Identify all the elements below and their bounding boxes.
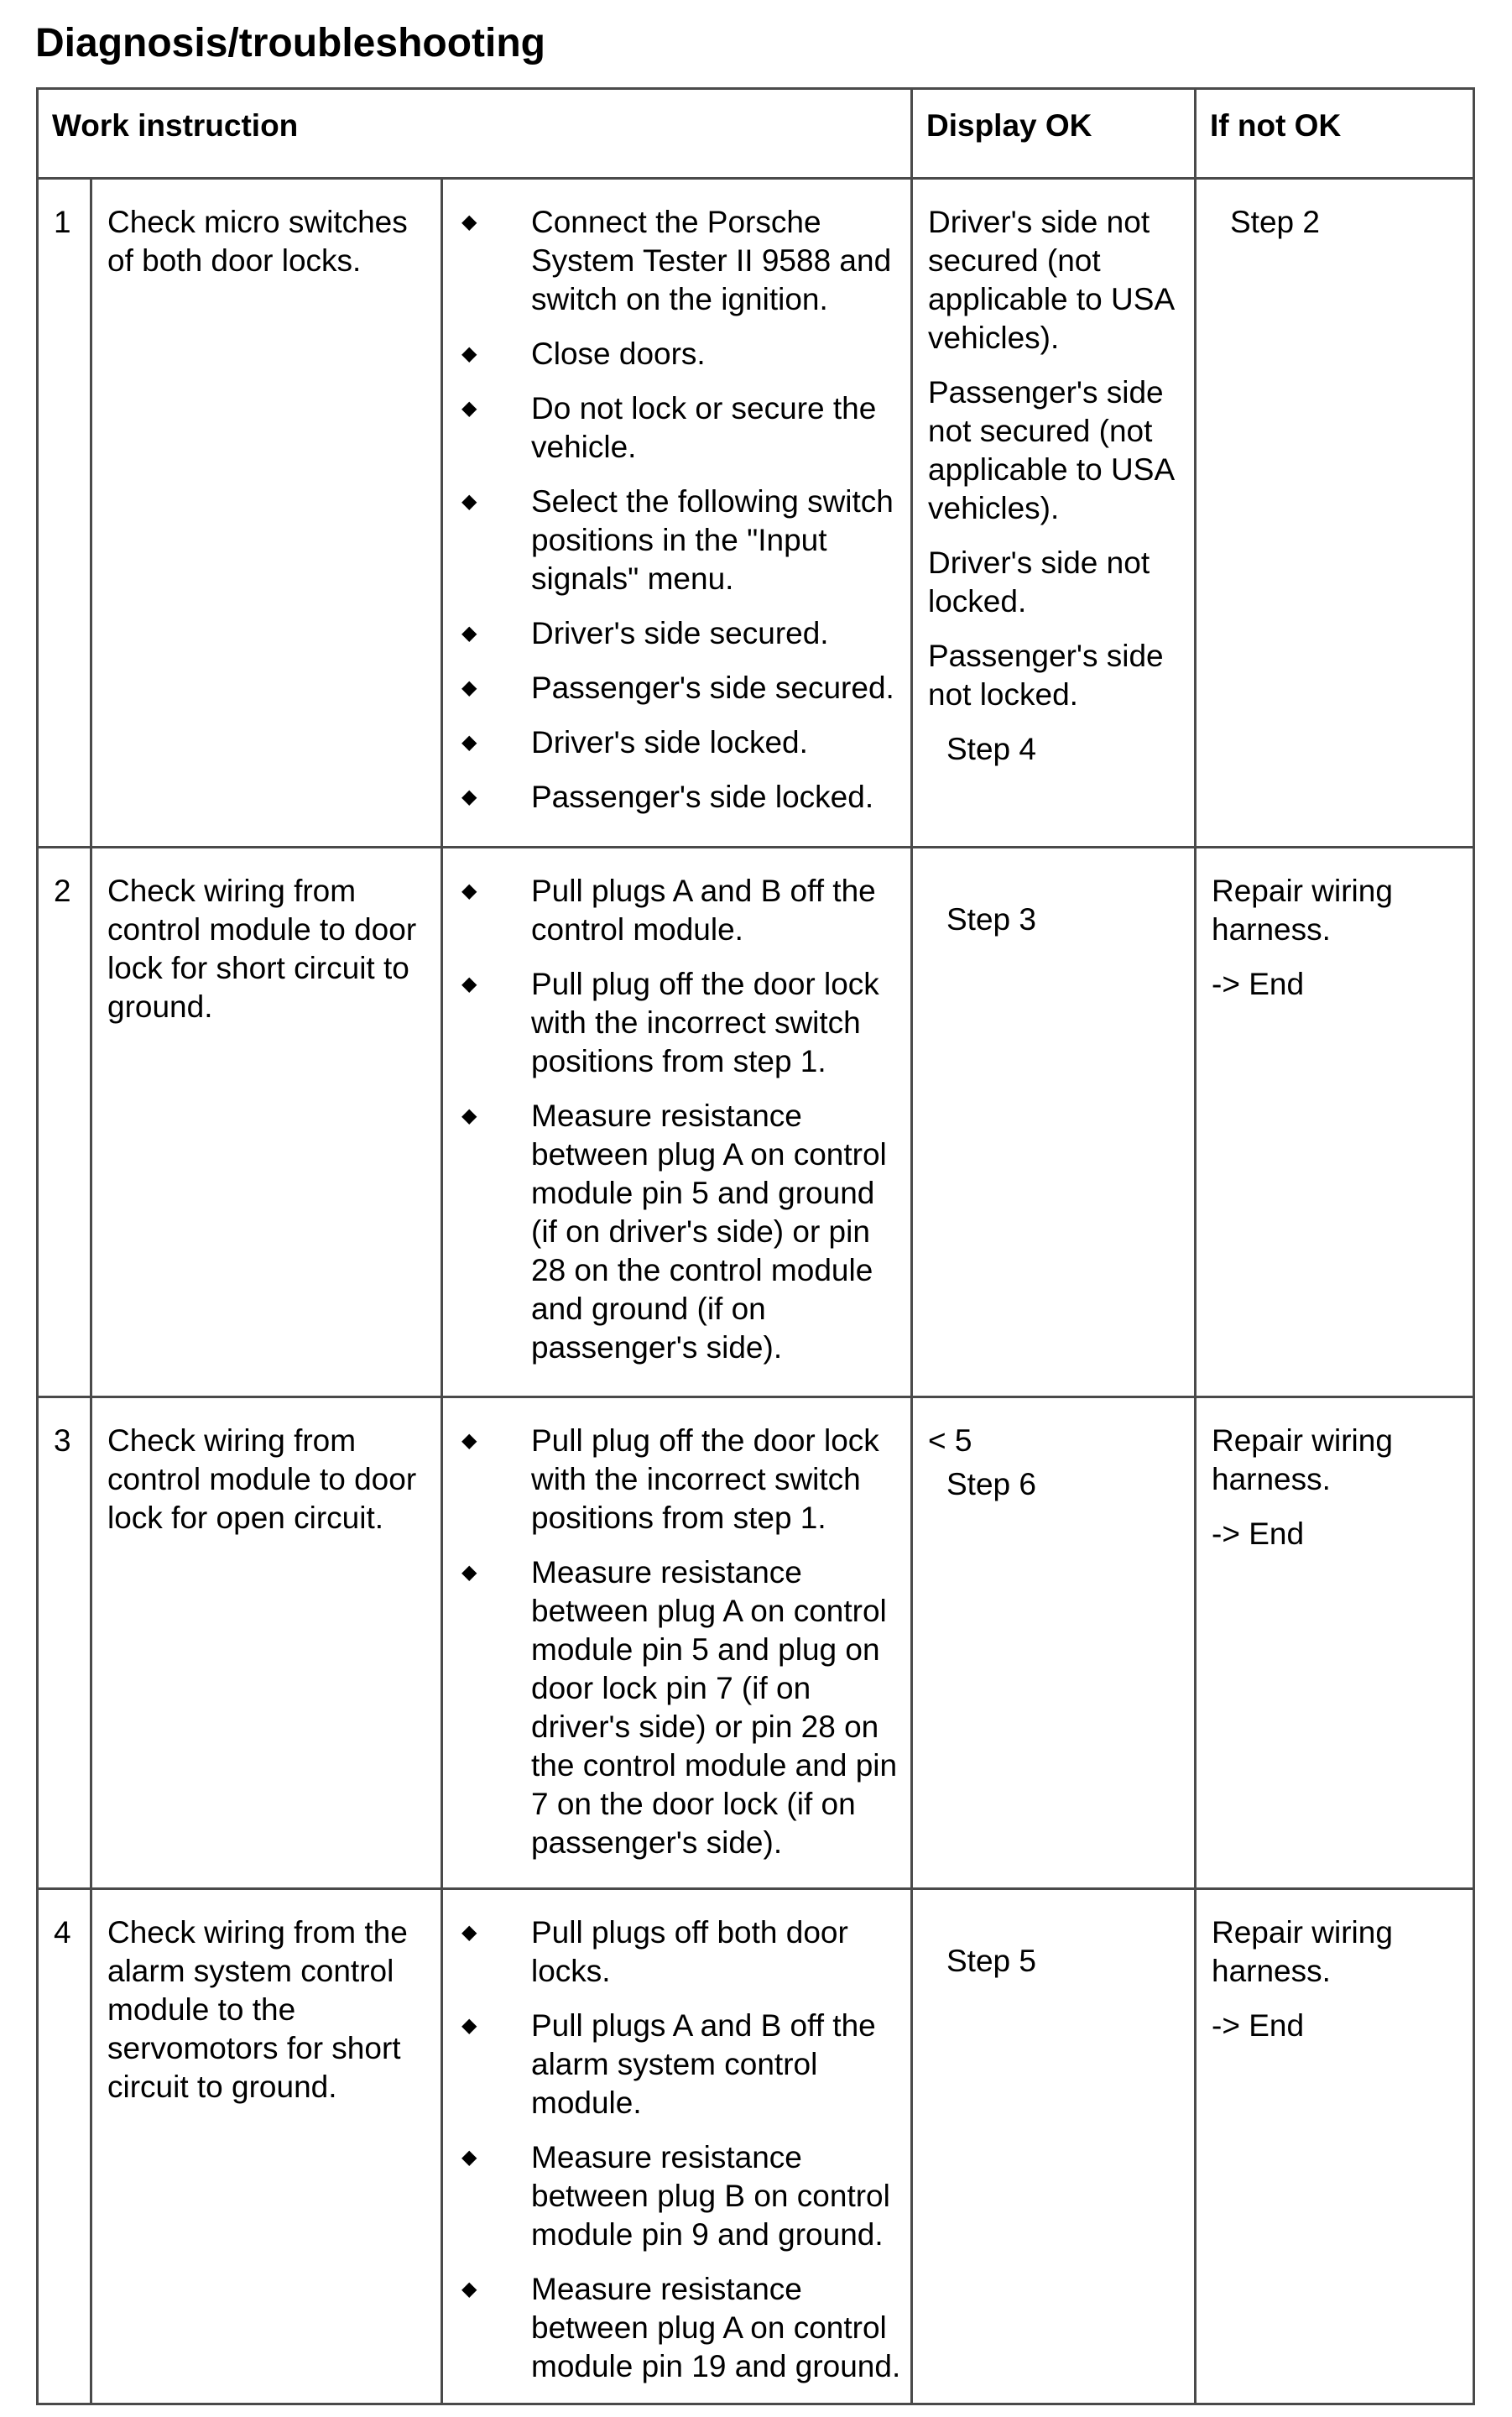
list-item: ◆ Measure resistance between plug A on control module pin 5 and ground (if on driver's side) or pin 28 on the control module and ground (if on passenger's side). bbox=[461, 1099, 887, 1365]
check-description: Check wiring from control module to door lock for open circuit. bbox=[107, 1423, 417, 1535]
table-row bbox=[38, 1397, 1474, 1889]
diamond-bullet-icon: ◆ bbox=[461, 786, 477, 808]
if-not-ok-cell bbox=[1196, 1397, 1474, 1889]
display-ok-cell bbox=[912, 848, 1196, 1397]
diamond-bullet-icon: ◆ bbox=[461, 2278, 477, 2300]
diamond-bullet-icon: ◆ bbox=[461, 1429, 477, 1452]
list-item: ◆ Pull plugs A and B off the control module. bbox=[461, 874, 876, 947]
row-number: 4 bbox=[54, 1915, 71, 1950]
row-number: 1 bbox=[54, 205, 71, 239]
step-list bbox=[443, 1422, 902, 1862]
list-item: ◆ Close doors. bbox=[443, 335, 902, 373]
if-not-ok-cell bbox=[1196, 179, 1474, 848]
list-item: ◆ Connect the Porsche System Tester II 9588 and switch on the ignition. bbox=[461, 205, 892, 316]
if-not-ok-cell bbox=[1196, 1889, 1474, 2404]
list-item: ◆ Measure resistance between plug B on control module pin 9 and ground. bbox=[461, 2140, 890, 2252]
display-ok-cell bbox=[912, 1397, 1196, 1889]
header-if-not-ok: If not OK bbox=[1196, 89, 1474, 179]
fail-end: -> End bbox=[1212, 967, 1305, 1001]
diamond-bullet-icon: ◆ bbox=[461, 2146, 477, 2169]
diamond-bullet-icon: ◆ bbox=[461, 1921, 477, 1944]
display-ok-cell bbox=[912, 179, 1196, 848]
list-item: ◆ Select the following switch positions in the "Input signals" menu. bbox=[461, 484, 894, 596]
display-value: Passenger's side not secured (not applicable to USA vehicles). bbox=[928, 375, 1174, 525]
list-item: ◆ Passenger's side secured. bbox=[443, 669, 902, 707]
list-item: ◆ Pull plugs off both door locks. bbox=[461, 1915, 848, 1988]
diamond-bullet-icon: ◆ bbox=[461, 622, 477, 645]
steps-cell bbox=[442, 1889, 912, 2404]
step-list bbox=[443, 1913, 902, 2386]
diamond-bullet-icon: ◆ bbox=[461, 397, 477, 420]
check-cell bbox=[91, 1397, 442, 1889]
list-item: ◆ Driver's side locked. bbox=[443, 723, 902, 762]
diamond-bullet-icon: ◆ bbox=[461, 731, 477, 754]
diamond-bullet-icon: ◆ bbox=[461, 490, 477, 513]
row-number-cell bbox=[38, 1397, 91, 1889]
list-item: ◆ Pull plugs A and B off the alarm system control module. bbox=[461, 2008, 876, 2120]
check-cell bbox=[91, 848, 442, 1397]
table-row bbox=[38, 848, 1474, 1397]
diamond-bullet-icon: ◆ bbox=[461, 1561, 477, 1584]
step-list bbox=[443, 203, 902, 817]
row-number: 3 bbox=[54, 1423, 71, 1458]
diagnosis-table bbox=[36, 87, 1475, 2405]
steps-cell bbox=[442, 1397, 912, 1889]
check-cell bbox=[91, 179, 442, 848]
fail-end: -> End bbox=[1212, 2008, 1305, 2043]
header-display-ok: Display OK bbox=[912, 89, 1196, 179]
check-description: Check wiring from the alarm system control module to the servomotors for short circuit to ground. bbox=[107, 1915, 408, 2104]
diamond-bullet-icon: ◆ bbox=[461, 676, 477, 699]
diamond-bullet-icon: ◆ bbox=[461, 973, 477, 995]
list-item: ◆ Measure resistance between plug A on control module pin 5 and plug on door lock pin 7 (if on driver's side) or pin 28 on the control module and pin 7 on the door lock (if on passenger's side). bbox=[461, 1555, 898, 1860]
diamond-bullet-icon: ◆ bbox=[461, 2014, 477, 2037]
diamond-bullet-icon: ◆ bbox=[461, 1104, 477, 1127]
check-cell bbox=[91, 1889, 442, 2404]
step-list bbox=[443, 872, 902, 1367]
list-item: ◆ Do not lock or secure the vehicle. bbox=[461, 391, 877, 464]
steps-cell bbox=[442, 179, 912, 848]
row-number-cell bbox=[38, 179, 91, 848]
next-step-ok: Step 5 bbox=[946, 1944, 1036, 1978]
row-number: 2 bbox=[54, 874, 71, 908]
check-description: Check micro switches of both door locks. bbox=[107, 205, 408, 278]
fail-action: Repair wiring harness. bbox=[1212, 874, 1393, 947]
next-step-not-ok: Step 2 bbox=[1230, 205, 1320, 239]
table-row bbox=[38, 179, 1474, 848]
check-description: Check wiring from control module to door lock for short circuit to ground. bbox=[107, 874, 417, 1024]
diamond-bullet-icon: ◆ bbox=[461, 880, 477, 902]
list-item: ◆ Pull plug off the door lock with the incorrect switch positions from step 1. bbox=[461, 1423, 879, 1535]
next-step-ok: Step 3 bbox=[946, 902, 1036, 937]
list-item: ◆ Pull plug off the door lock with the incorrect switch positions from step 1. bbox=[461, 967, 879, 1078]
display-value: Driver's side not locked. bbox=[928, 546, 1150, 619]
fail-action: Repair wiring harness. bbox=[1212, 1423, 1393, 1496]
list-item: ◆ Driver's side secured. bbox=[443, 614, 902, 653]
table-header-row bbox=[38, 89, 1474, 179]
list-item: ◆ Measure resistance between plug A on control module pin 19 and ground. bbox=[461, 2272, 901, 2383]
display-value: Passenger's side not locked. bbox=[928, 639, 1164, 712]
header-work-instruction: Work instruction bbox=[38, 89, 912, 179]
next-step-ok: Step 4 bbox=[946, 732, 1036, 766]
row-number-cell bbox=[38, 848, 91, 1397]
diamond-bullet-icon: ◆ bbox=[461, 342, 477, 365]
next-step-ok: Step 6 bbox=[946, 1467, 1036, 1501]
if-not-ok-cell bbox=[1196, 848, 1474, 1397]
display-value: < 5 bbox=[928, 1423, 972, 1458]
table-row bbox=[38, 1889, 1474, 2404]
fail-action: Repair wiring harness. bbox=[1212, 1915, 1393, 1988]
display-value: Driver's side not secured (not applicable to USA vehicles). bbox=[928, 205, 1174, 355]
diamond-bullet-icon: ◆ bbox=[461, 211, 477, 233]
fail-end: -> End bbox=[1212, 1516, 1305, 1551]
steps-cell bbox=[442, 848, 912, 1397]
list-item: ◆ Passenger's side locked. bbox=[443, 778, 902, 817]
page-title: Diagnosis/troubleshooting bbox=[35, 21, 545, 65]
display-ok-cell bbox=[912, 1889, 1196, 2404]
row-number-cell bbox=[38, 1889, 91, 2404]
